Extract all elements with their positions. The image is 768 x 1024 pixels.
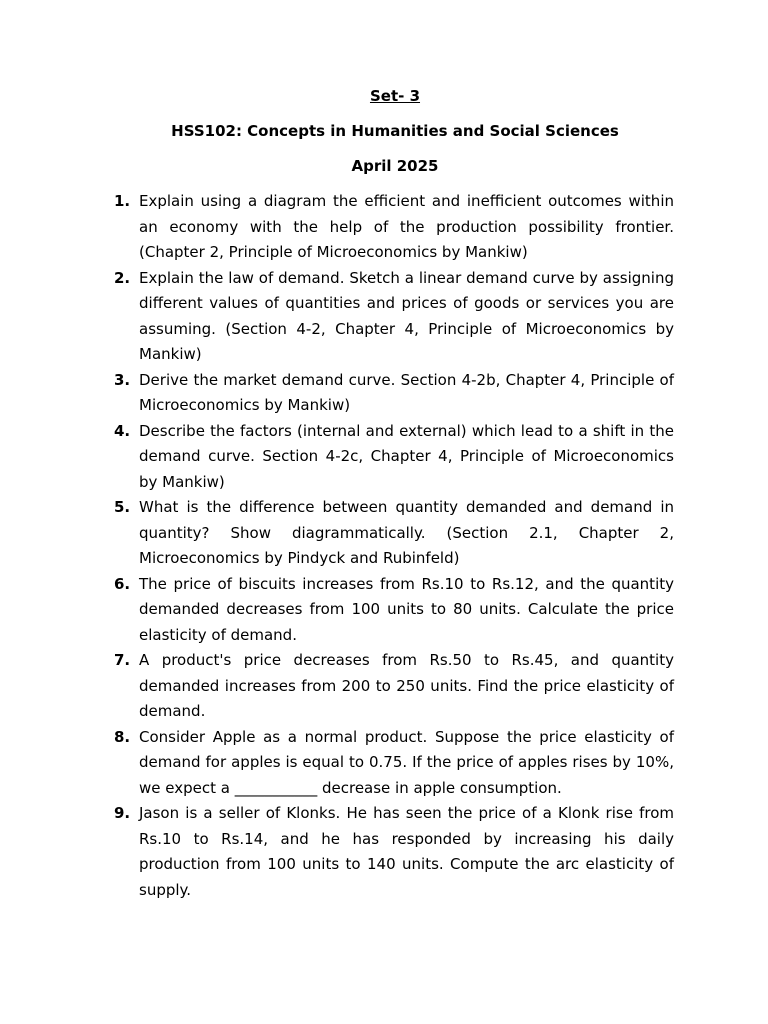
question-item-1 (114, 189, 674, 266)
question-number: 1. (114, 192, 131, 210)
question-number: 3. (114, 370, 131, 389)
question-item-7 (114, 648, 674, 725)
question-item-5 (114, 495, 674, 572)
course-title: HSS102: Concepts in Humanities and Social Sciences (171, 122, 619, 140)
question-text: Consider Apple as a normal product. Suppose the price elasticity of demand for apples is equal to 0.75. If the price of apples rises by 10%, we expect a ___________ decrease in apple consumption. (139, 727, 674, 797)
question-number: 7. (114, 651, 131, 669)
question-number: 6. (114, 574, 131, 593)
question-text: What is the difference between quantity demanded and demand in quantity? Show diagrammatically. (Section 2.1, Chapter 2, Microeconomics by Pindyck and Rubinfeld) (139, 498, 674, 567)
question-item-4 (114, 419, 674, 496)
exam-date: April 2025 (351, 157, 439, 175)
question-text: The price of biscuits increases from Rs.10 to Rs.12, and the quantity demanded decreases from 100 units to 80 units. Calculate the price elasticity of demand. (139, 574, 674, 644)
question-list (114, 189, 674, 903)
question-number: 4. (114, 421, 131, 440)
question-item-2 (114, 266, 674, 368)
question-text: Derive the market demand curve. Section 4-2b, Chapter 4, Principle of Microeconomics by Mankiw) (139, 370, 674, 414)
question-text: Jason is a seller of Klonks. He has seen the price of a Klonk rise from Rs.10 to Rs.14, and he has responded by increasing his daily production from 100 units to 140 units. Compute the arc elasticity of supply. (139, 804, 674, 899)
question-text: Explain using a diagram the efficient and inefficient outcomes within an economy with the help of the production possibility frontier. (Chapter 2, Principle of Microeconomics by Mankiw) (139, 192, 674, 261)
question-text: Explain the law of demand. Sketch a linear demand curve by assigning different values of quantities and prices of goods or services you are assuming. (Section 4-2, Chapter 4, Principle of Microeconomics by Mankiw) (139, 268, 674, 363)
set-title: Set- 3 (369, 87, 421, 105)
question-item-3 (114, 368, 674, 419)
question-number: 5. (114, 498, 131, 516)
question-text: Describe the factors (internal and external) which lead to a shift in the demand curve. Section 4-2c, Chapter 4, Principle of Microeconomics by Mankiw) (139, 421, 674, 491)
question-item-9 (114, 801, 674, 903)
question-number: 9. (114, 804, 131, 822)
question-number: 8. (114, 727, 131, 746)
question-item-6 (114, 572, 674, 649)
question-item-8 (114, 725, 674, 802)
question-number: 2. (114, 268, 131, 287)
question-text: A product's price decreases from Rs.50 to Rs.45, and quantity demanded increases from 200 to 250 units. Find the price elasticity of demand. (139, 651, 674, 720)
